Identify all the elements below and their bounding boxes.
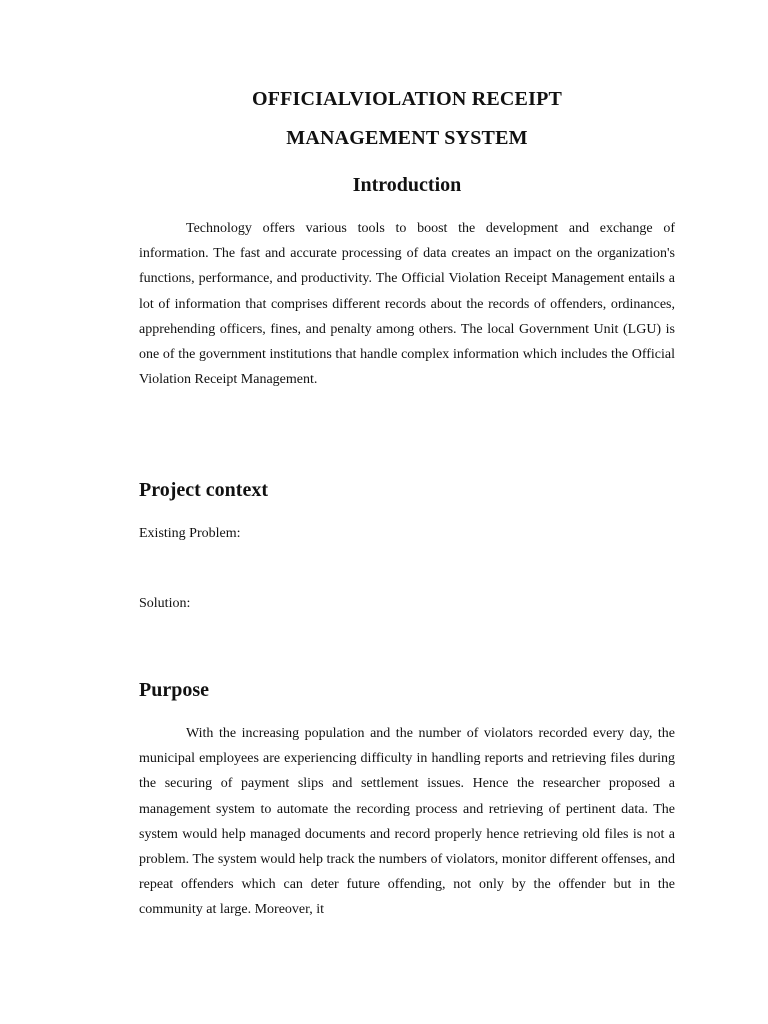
purpose-paragraph: With the increasing population and the number of violators recorded every day, the municipal employees are experiencing difficulty in handling reports and retrieving files during the securing of payment slips and settlement issues. Hence the researcher proposed a management system to automate the recording process and retrieving of pertinent data. The system would help managed documents and record properly hence retrieving old files is not a problem. The system would help track the numbers of violators, monitor different offenses, and repeat offenders which can deter future offending, not only by the offender but in the community at large. Moreover, it: [139, 726, 675, 918]
introduction-paragraph: Technology offers various tools to boost the development and exchange of information. The fast and accurate processing of data creates an impact on the organization's functions, performance, and productivity. The Official Violation Receipt Management entails a lot of information that comprises different records about the records of offenders, ordinances, apprehending officers, fines, and penalty among others. The local Government Unit (LGU) is one of the government institutions that handle complex information which includes the Official Violation Receipt Management.: [139, 221, 675, 388]
project-context-heading: Project context: [139, 479, 269, 501]
document-page: [139, 0, 675, 1024]
existing-problem-label: Existing Problem:: [139, 526, 241, 541]
introduction-heading: Introduction: [352, 174, 462, 196]
purpose-heading: Purpose: [139, 679, 209, 701]
solution-label: Solution:: [139, 596, 191, 611]
document-title-line-2: MANAGEMENT SYSTEM: [286, 127, 528, 149]
document-title-line-1: OFFICIALVIOLATION RECEIPT: [251, 88, 563, 110]
